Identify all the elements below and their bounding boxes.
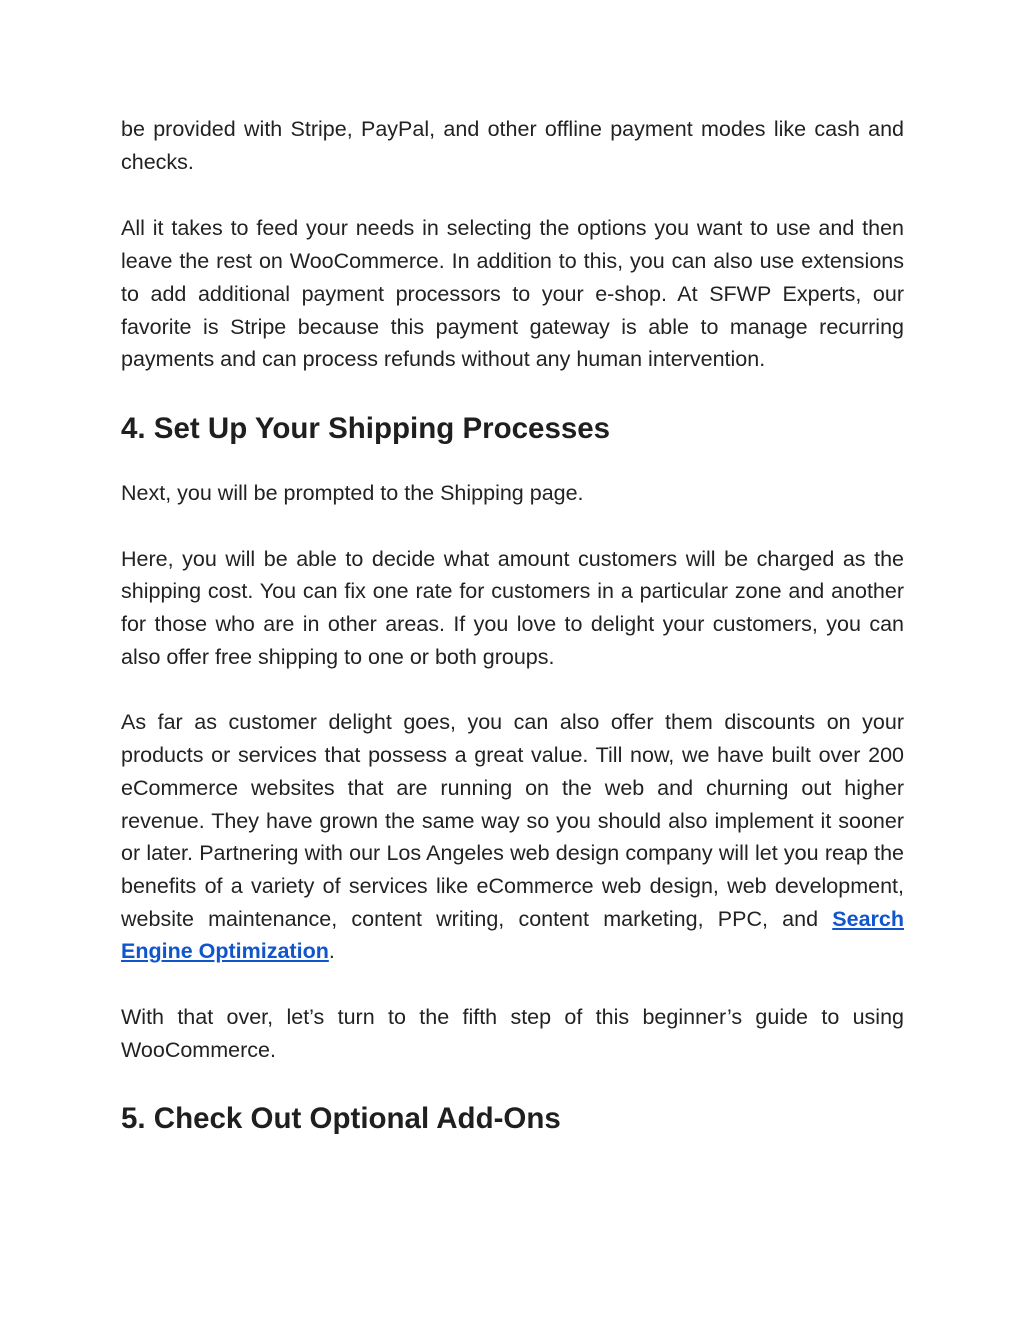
document-page xyxy=(121,113,904,1167)
paragraph-fifth-step: With that over, let’s turn to the fifth step of this beginner’s guide to using WooCommerce. xyxy=(121,1005,904,1062)
paragraph-customer-delight-text: As far as customer delight goes, you can also offer them discounts on your products or services that possess a great value. Till now, we have built over 200 eCommerce websites that are running on the web and churning out higher revenue. They have grown the same way so you should also implement it sooner or later. Partnering with our Los Angeles web design company will let you reap the benefits of a variety of services like eCommerce web design, web development, website maintenance, content writing, content marketing, PPC, and xyxy=(121,710,904,931)
paragraph-payment-modes: be provided with Stripe, PayPal, and other offline payment modes like cash and checks. xyxy=(121,117,904,174)
paragraph-payment-options: All it takes to feed your needs in selecting the options you want to use and then leave the rest on WooCommerce. In addition to this, you can also use extensions to add additional payment processors to your e-shop. At SFWP Experts, our favorite is Stripe because this payment gateway is able to manage recurring payments and can process refunds without any human intervention. xyxy=(121,216,904,372)
heading-step-5: 5. Check Out Optional Add-Ons xyxy=(121,1102,561,1136)
paragraph-customer-delight-end: . xyxy=(328,939,335,964)
paragraph-shipping-cost: Here, you will be able to decide what amount customers will be charged as the shipping cost. You can fix one rate for customers in a particular zone and another for those who are in other areas. If you love to delight your customers, you can also offer free shipping to one or both groups. xyxy=(121,546,904,669)
heading-step-4: 4. Set Up Your Shipping Processes xyxy=(121,411,611,445)
paragraph-shipping-page: Next, you will be prompted to the Shipping page. xyxy=(121,480,584,505)
paragraph-customer-delight xyxy=(121,706,904,968)
seo-link[interactable]: Search Engine Optimization xyxy=(121,906,904,964)
